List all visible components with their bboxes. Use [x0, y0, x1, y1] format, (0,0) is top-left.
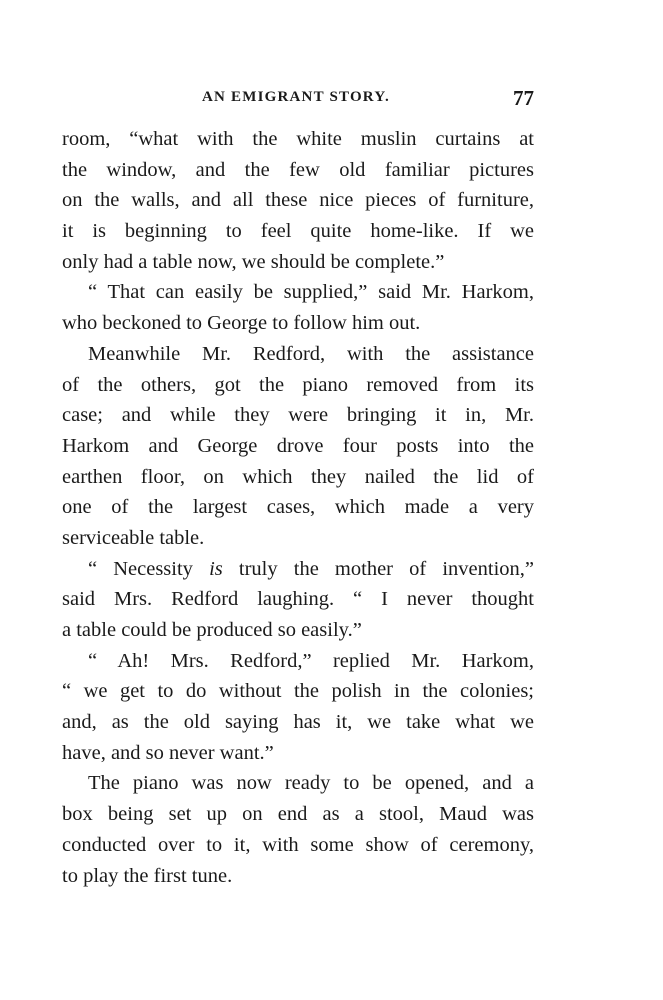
paragraph [62, 124, 534, 277]
text-line: “ That can easily be supplied,” said Mr. Harkom, [88, 281, 534, 304]
text-line: the window, and the few old familiar pictures [62, 158, 534, 181]
paragraph [62, 646, 534, 769]
text-line: serviceable table. [62, 526, 205, 549]
text-line: of the others, got the piano removed from its [62, 373, 534, 396]
paragraph [62, 768, 534, 891]
text-line: it is beginning to feel quite home-like. If we [62, 220, 534, 243]
text-line: case; and while they were bringing it in, Mr. [62, 404, 534, 427]
text-line: conducted over to it, with some show of ceremony, [62, 833, 534, 856]
text-line: one of the largest cases, which made a very [62, 496, 534, 519]
text-line: Meanwhile Mr. Redford, with the assistance [88, 342, 534, 365]
text-line: to play the first tune. [62, 864, 233, 887]
text-line: who beckoned to George to follow him out. [62, 312, 421, 335]
running-head [62, 86, 534, 112]
text-line: “ Ah! Mrs. Redford,” replied Mr. Harkom, [88, 649, 534, 672]
text-line: room, “what with the white muslin curtains at [62, 128, 534, 150]
text-segment: “ Necessity [88, 557, 210, 580]
text-segment: truly the mother of invention,” [222, 557, 535, 580]
text-line: and, as the old saying has it, we take what we [62, 711, 534, 734]
text-line: only had a table now, we should be complete.” [62, 250, 445, 273]
paragraph [62, 554, 534, 646]
running-title: AN EMIGRANT STORY. [202, 89, 390, 105]
page-number: 77 [513, 86, 534, 110]
text-line: Harkom and George drove four posts into the [62, 434, 534, 457]
text-line: a table could be produced so easily.” [62, 619, 362, 641]
text-line: The piano was now ready to be opened, and a [88, 772, 534, 795]
text-line: have, and so never want.” [62, 741, 274, 764]
body-text [62, 124, 534, 891]
text-line: on the walls, and all these nice pieces of furniture, [62, 189, 534, 212]
text-line: said Mrs. Redford laughing. “ I never thought [62, 588, 534, 611]
text-line: “ we get to do without the polish in the colonies; [62, 680, 534, 703]
text-line [62, 554, 534, 585]
paragraph [62, 339, 534, 554]
text-line: earthen floor, on which they nailed the lid of [62, 465, 534, 488]
text-line: box being set up on end as a stool, Maud was [62, 803, 534, 826]
paragraph [62, 277, 534, 338]
italic-word: is [209, 557, 223, 580]
